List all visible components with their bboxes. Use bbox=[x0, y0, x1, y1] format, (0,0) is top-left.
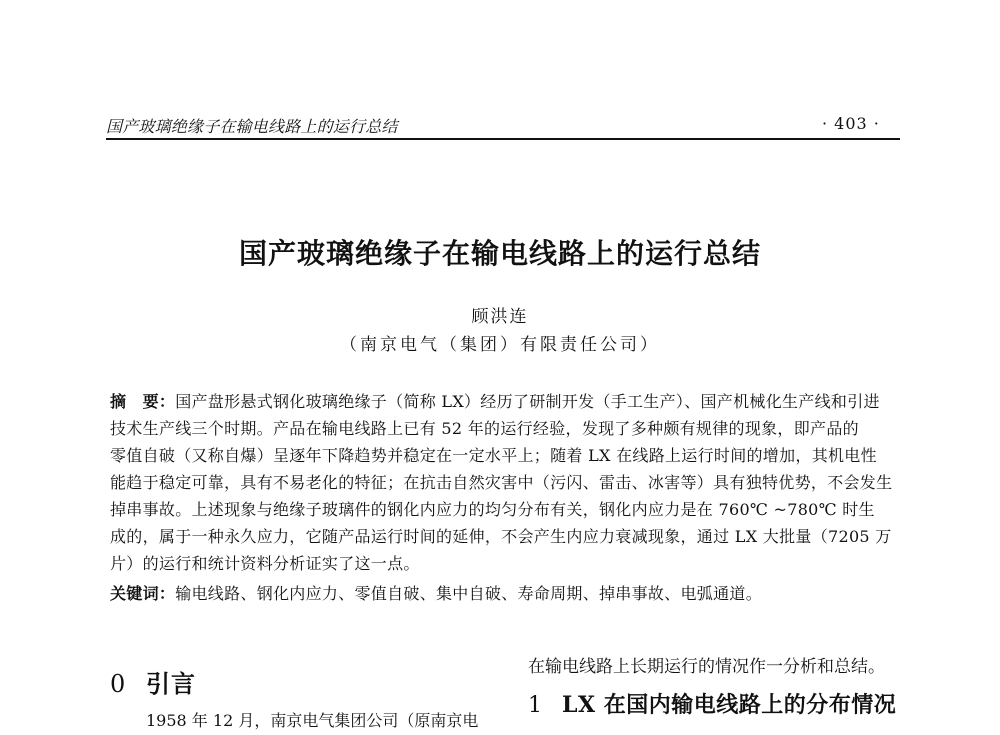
running-title: 国产玻璃绝缘子在输电线路上的运行总结 bbox=[106, 117, 398, 136]
abstract-line bbox=[110, 392, 906, 412]
abstract-line: 零值自破（又称自爆）呈逐年下降趋势并稳定在一定水平上；随着 LX 在线路上运行时间的增加，其机电性 bbox=[110, 446, 877, 465]
intro-body-line: 1958 年 12 月，南京电气集团公司（原南京电 bbox=[146, 711, 479, 730]
abstract-line: 掉串事故。上述现象与绝缘子玻璃件的钢化内应力的均匀分布有关，钢化内应力是在 760℃ ~780℃ 时生 bbox=[110, 500, 875, 519]
abstract-label: 摘 要： bbox=[110, 392, 176, 411]
keywords-text: 输电线路、钢化内应力、零值自破、集中自破、寿命周期、掉串事故、电弧通道。 bbox=[175, 584, 763, 603]
abstract-line: 能趋于稳定可靠，具有不易老化的特征；在抗击自然灾害中（污闪、雷击、冰害等）具有独特优势，不会发生 bbox=[110, 473, 893, 492]
section-0-heading bbox=[110, 664, 196, 699]
section-1-title: LX 在国内输电线路上的分布情况 bbox=[562, 692, 897, 718]
abstract-line: 成的，属于一种永久应力，它随产品运行时间的延伸，不会产生内应力衰减现象，通过 LX 大批量（7205 万 bbox=[110, 527, 892, 546]
abstract-line: 片）的运行和统计资料分析证实了这一点。 bbox=[110, 554, 420, 573]
section-1-heading bbox=[528, 688, 896, 719]
section-0-title: 引言 bbox=[146, 669, 196, 698]
right-column-line: 在输电线路上长期运行的情况作一分析和总结。 bbox=[528, 657, 885, 677]
section-1-number: 1 bbox=[528, 693, 543, 718]
keywords-label: 关键词： bbox=[110, 584, 176, 603]
paper-title: 国产玻璃绝缘子在输电线路上的运行总结 bbox=[238, 237, 761, 270]
page-number: · 403 · bbox=[822, 114, 880, 133]
keywords-line bbox=[110, 584, 906, 604]
abstract-line: 技术生产线三个时期。产品在输电线路上已有 52 年的运行经验，发现了多种颇有规律的现象，即产品的 bbox=[110, 419, 859, 438]
author: 顾洪连 bbox=[471, 307, 529, 327]
abstract-text: 国产盘形悬式钢化玻璃绝缘子（简称 LX）经历了研制开发（手工生产）、国产机械化生产线和引进 bbox=[175, 392, 880, 411]
affiliation: （南京电气（集团）有限责任公司） bbox=[340, 335, 660, 355]
section-0-number: 0 bbox=[110, 670, 127, 698]
header-rule bbox=[106, 138, 900, 140]
